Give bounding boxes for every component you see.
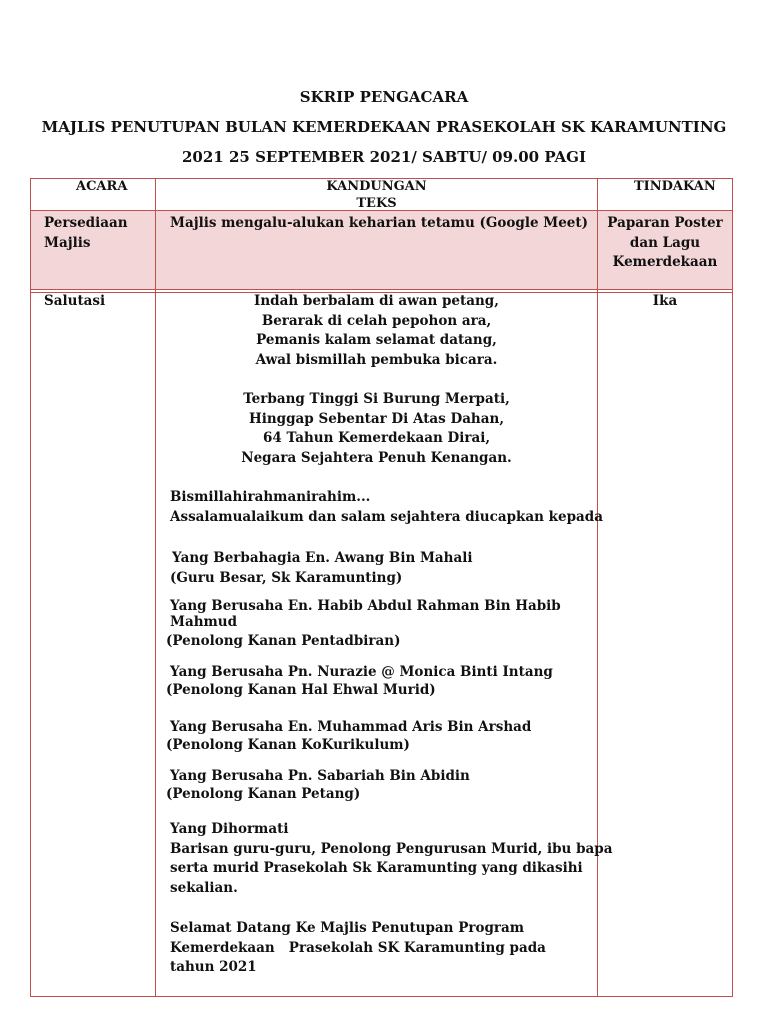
row1-acara-line1: Persediaan [44, 215, 128, 231]
guest-role: (Penolong Kanan Petang) [166, 786, 361, 802]
welcome-message [170, 919, 546, 978]
guest-name: Yang Berusaha Pn. Sabariah Bin Abidin [170, 768, 470, 784]
row1-acara-line2: Majlis [44, 234, 91, 251]
guest-name: Yang Berusaha Pn. Nurazie @ Monica Binti Intang [170, 664, 553, 680]
pantun-line: Negara Sejahtera Penuh Kenangan. [241, 449, 512, 466]
honored-title: Yang Dihormati [170, 821, 289, 837]
welcome-line: tahun 2021 [170, 959, 257, 975]
script-table [30, 178, 733, 998]
table-left-border [30, 178, 31, 997]
pantun-2 [156, 390, 597, 468]
row1-tindakan-line2: dan Lagu [629, 234, 701, 251]
event-title: MAJLIS PENUTUPAN BULAN KEMERDEKAAN PRASEKOLAH SK KARAMUNTING [41, 118, 727, 136]
row1-teks: Majlis mengalu-alukan keharian tetamu (Google Meet) [170, 215, 589, 231]
document-title: SKRIP PENGACARA [299, 88, 469, 106]
row1-divider [30, 289, 733, 290]
pantun-line: Pemanis kalam selamat datang, [256, 332, 497, 348]
header-kandungan-label: KANDUNGAN [326, 179, 427, 194]
opening-line2: Assalamualaikum dan salam sejahtera diucapkan kepada [170, 508, 603, 525]
table-bottom-border [30, 996, 733, 997]
guest-role: (Penolong Kanan Hal Ehwal Murid) [166, 682, 436, 698]
guest-4 [166, 718, 532, 754]
guest-name: Yang Berbahagia En. Awang Bin Mahali [172, 550, 473, 566]
row1-tindakan-line3: Kemerdekaan [612, 254, 718, 270]
row2-tindakan: Ika [652, 293, 678, 309]
guest-role: (Guru Besar, Sk Karamunting) [170, 569, 403, 586]
honored-guests [170, 820, 612, 898]
honored-line: sekalian. [170, 879, 238, 896]
pantun-line: Indah berbalam di awan petang, [254, 293, 499, 309]
header-acara: ACARA [76, 179, 128, 194]
pantun-line: 64 Tahun Kemerdekaan Dirai, [262, 430, 491, 446]
header-kandungan [156, 178, 597, 212]
pantun-line: Awal bismillah pembuka bicara. [255, 351, 498, 368]
pantun-1 [156, 292, 597, 370]
guest-name: Yang Berusaha En. Habib Abdul Rahman Bin Habib [170, 598, 561, 614]
event-date: 2021 25 SEPTEMBER 2021/ SABTU/ 09.00 PAGI [182, 148, 586, 166]
pantun-line: Berarak di celah pepohon ara, [261, 312, 492, 329]
header-teks-label: TEKS [356, 196, 397, 211]
guest-2 [166, 598, 561, 649]
table-right-border [732, 178, 733, 997]
opening-greeting [170, 488, 603, 527]
pantun-line: Hinggap Sebentar Di Atas Dahan, [248, 410, 505, 427]
honored-line: serta murid Prasekolah Sk Karamunting yang dikasihi [170, 860, 583, 876]
row1-tindakan-line1: Paparan Poster [607, 215, 723, 231]
pantun-line: Terbang Tinggi Si Burung Merpati, [243, 391, 510, 407]
opening-line1: Bismillahirahmanirahim... [170, 489, 371, 505]
row2-acara: Salutasi [44, 293, 106, 309]
header-tindakan: TINDAKAN [634, 179, 716, 194]
guest-role: (Penolong Kanan Pentadbiran) [166, 633, 401, 649]
guest-name: Yang Berusaha En. Muhammad Aris Bin Arshad [170, 719, 532, 735]
guest-name-cont: Mahmud [170, 614, 238, 630]
guest-5 [166, 767, 470, 803]
guest-1 [172, 549, 473, 588]
row1-tindakan [598, 214, 732, 273]
welcome-line: Selamat Datang Ke Majlis Penutupan Program [170, 920, 525, 936]
guest-3 [166, 663, 553, 699]
welcome-line: Kemerdekaan Prasekolah SK Karamunting pada [170, 939, 546, 956]
honored-line: Barisan guru-guru, Penolong Pengurusan Murid, ibu bapa [170, 840, 613, 857]
guest-role: (Penolong Kanan KoKurikulum) [166, 737, 410, 753]
row1-acara [44, 214, 128, 253]
